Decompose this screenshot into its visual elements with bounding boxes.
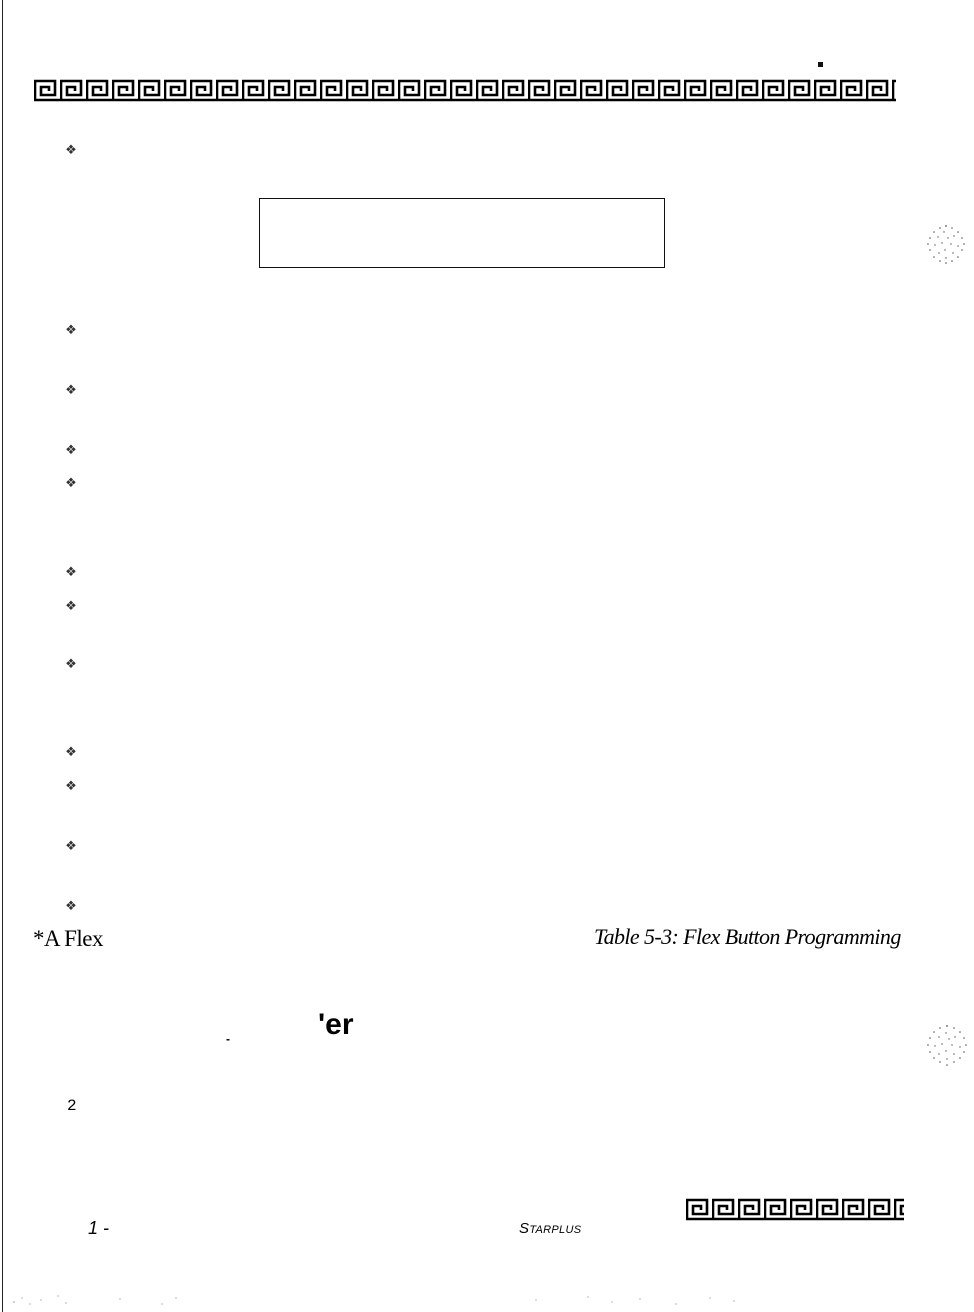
list-bullet: ❖ [65, 443, 77, 458]
footnote-text: *A Flex [33, 926, 103, 951]
top-greek-key-border [34, 78, 896, 102]
scan-noise [0, 1290, 974, 1312]
table-caption: Table 5-3: Flex Button Programming [594, 924, 901, 949]
punch-hole-mark [924, 1022, 970, 1068]
list-bullet: ❖ [65, 143, 77, 158]
list-bullet: ❖ [65, 383, 77, 398]
list-bullet: ❖ [65, 779, 77, 794]
page-number: 1 - [88, 1218, 110, 1238]
list-bullet: ❖ [65, 476, 77, 491]
boxed-panel [259, 198, 665, 268]
list-bullet: ❖ [65, 839, 77, 854]
list-bullet: ❖ [65, 565, 77, 580]
section-heading-fragment: 'er [318, 1008, 354, 1041]
product-name-rest: TARPLUS [529, 1224, 582, 1236]
product-name-initial: S [519, 1220, 530, 1237]
step-number: 2 [67, 1097, 77, 1115]
heading-dash: - [226, 1032, 230, 1046]
list-bullet: ❖ [65, 599, 77, 614]
product-name [519, 1220, 581, 1237]
list-bullet: ❖ [65, 745, 77, 760]
header-mark [818, 62, 823, 67]
list-bullet: ❖ [65, 657, 77, 672]
left-margin-rule [2, 0, 3, 1312]
list-bullet: ❖ [65, 323, 77, 338]
punch-hole-mark [924, 222, 968, 266]
list-bullet: ❖ [65, 899, 77, 914]
bottom-greek-key-border [686, 1197, 904, 1221]
